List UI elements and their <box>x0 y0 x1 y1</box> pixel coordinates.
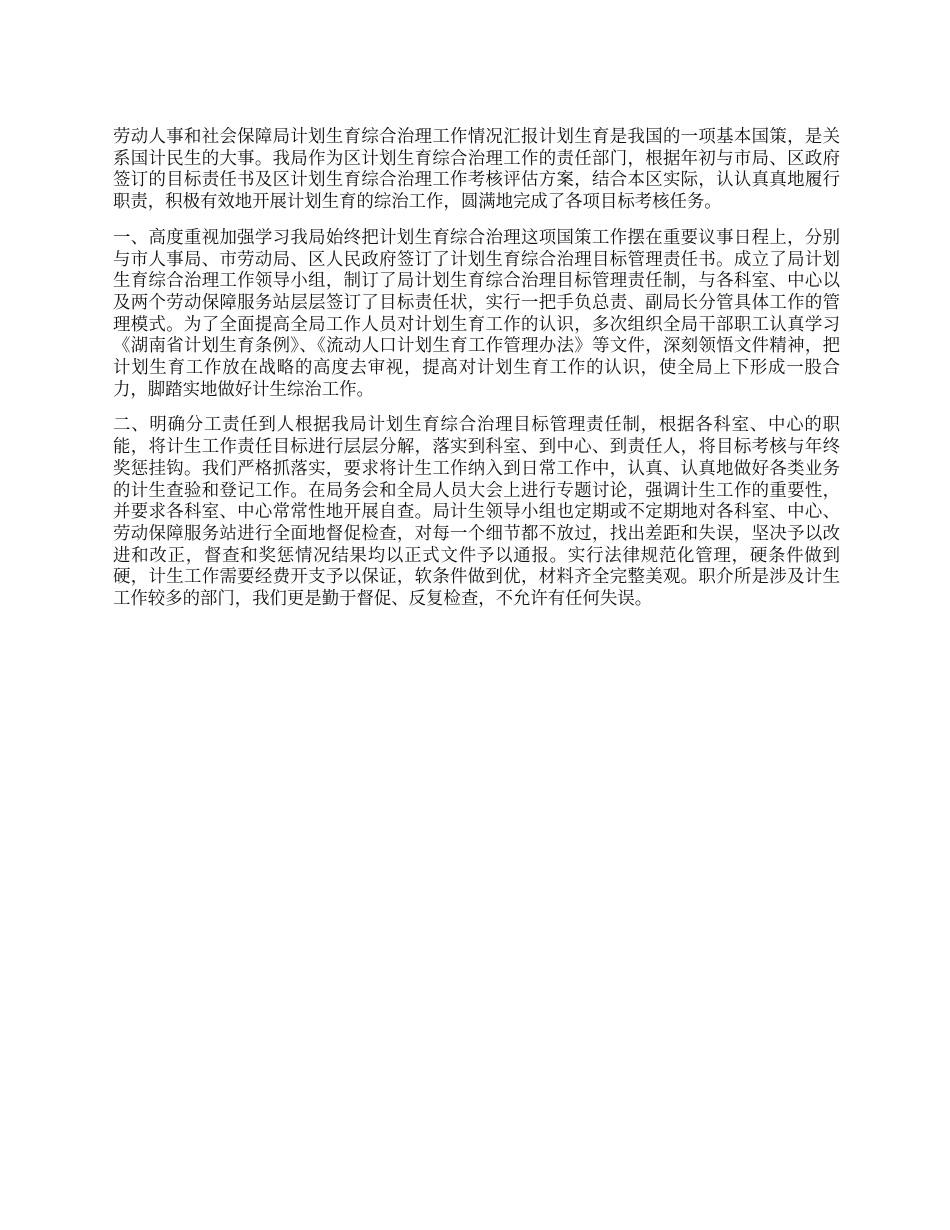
paragraph-section-two: 二、明确分工责任到人根据我局计划生育综合治理目标管理责任制，根据各科室、中心的职能，将计生工作责任目标进行层层分解，落实到科室、到中心、到责任人，将目标考核与年终奖惩挂钩。我们严格抓落实，要求将计生工作纳入到日常工作中，认真、认真地做好各类业务的计生查验和登记工作。在局务会和全局人员大会上进行专题讨论，强调计生工作的重要性，并要求各科室、中心常常性地开展自查。局计生领导小组也定期或不定期地对各科室、中心、劳动保障服务站进行全面地督促检查，对每一个细节都不放过，找出差距和失误，坚决予以改进和改正，督查和奖惩情况结果均以正式文件予以通报。实行法律规范化管理，硬条件做到硬，计生工作需要经费开支予以保证，软条件做到优，材料齐全完整美观。职介所是涉及计生工作较多的部门，我们更是勤于督促、反复检查，不允许有任何失误。 <box>113 415 840 610</box>
paragraph-section-one: 一、高度重视加强学习我局始终把计划生育综合治理这项国策工作摆在重要议事日程上，分别与市人事局、市劳动局、区人民政府签订了计划生育综合治理目标管理责任书。成立了局计划生育综合治理工作领导小组，制订了局计划生育综合治理目标管理责任制，与各科室、中心以及两个劳动保障服务站层层签订了目标责任状，实行一把手负总责、副局长分管具体工作的管理模式。为了全面提高全局工作人员对计划生育工作的认识，多次组织全局干部职工认真学习《湖南省计划生育条例》、《流动人口计划生育工作管理办法》等文件，深刻领悟文件精神，把计划生育工作放在战略的高度去审视，提高对计划生育工作的认识，使全局上下形成一股合力，脚踏实地做好计生综治工作。 <box>113 227 840 400</box>
paragraph-intro: 劳动人事和社会保障局计划生育综合治理工作情况汇报计划生育是我国的一项基本国策，是关系国计民生的大事。我局作为区计划生育综合治理工作的责任部门，根据年初与市局、区政府签订的目标责任书及区计划生育综合治理工作考核评估方案，结合本区实际，认认真真地履行职责，积极有效地开展计划生育的综治工作，圆满地完成了各项目标考核任务。 <box>113 127 840 213</box>
document-page <box>113 127 840 625</box>
